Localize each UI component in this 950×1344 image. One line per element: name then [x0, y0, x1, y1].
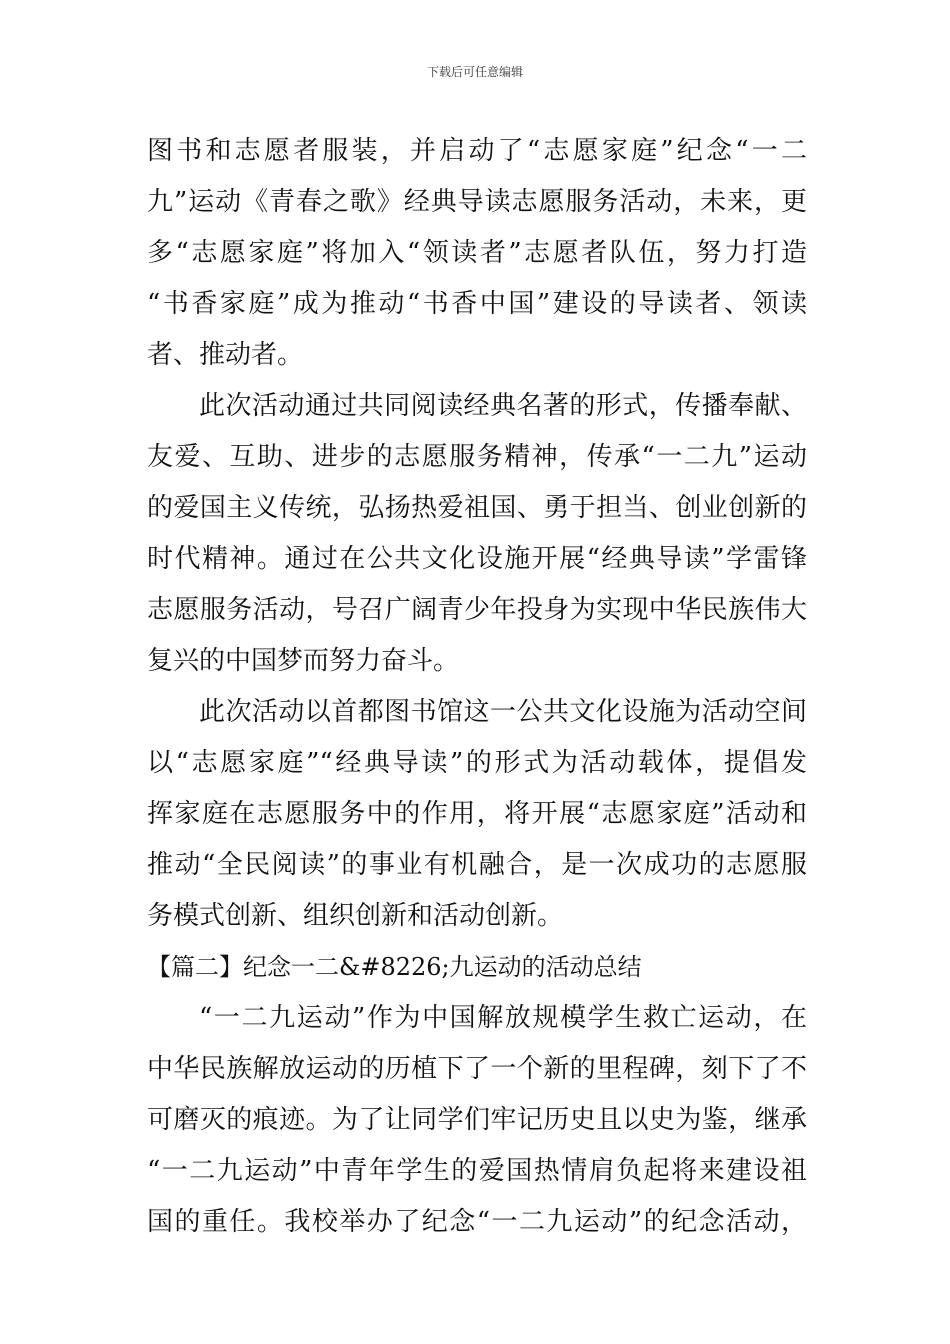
text-line: 务模式创新、组织创新和活动创新。	[147, 901, 564, 931]
text-line: 以“志愿家庭”“经典导读”的形式为活动载体，提倡发	[147, 748, 807, 778]
text-line: 者、推动者。	[147, 340, 304, 370]
text-line: 的爱国主义传统，弘扬热爱祖国、勇于担当、创业创新的	[147, 493, 807, 523]
text-line: 多“志愿家庭”将加入“领读者”志愿者队伍，努力打造	[147, 238, 807, 268]
document-body	[147, 126, 807, 1248]
text-line: 复兴的中国梦而努力奋斗。	[147, 646, 460, 676]
paragraph-first-line: 此次活动通过共同阅读经典名著的形式，传播奉献、	[199, 391, 807, 421]
text-line: 志愿服务活动，号召广阔青少年投身为实现中华民族伟大	[147, 595, 807, 625]
text-line: 友爱、互助、进步的志愿服务精神，传承“一二九”运动	[147, 442, 807, 472]
text-line: 图书和志愿者服装，并启动了“志愿家庭”纪念“一二	[147, 136, 807, 166]
text-line: “一二九运动”中青年学生的爱国热情肩负起将来建设祖	[147, 1156, 807, 1186]
text-line: 可磨灭的痕迹。为了让同学们牢记历史且以史为鉴，继承	[147, 1105, 807, 1135]
text-line: 时代精神。通过在公共文化设施开展“经典导读”学雷锋	[147, 544, 807, 574]
section-heading: 【篇二】纪念一二&#8226;九运动的活动总结	[147, 953, 642, 981]
paragraph-first-line: 此次活动以首都图书馆这一公共文化设施为活动空间	[199, 697, 807, 727]
paragraph-first-line: “一二九运动”作为中国解放规模学生救亡运动，在	[199, 1003, 807, 1033]
page-header: 下载后可任意编辑	[426, 65, 523, 79]
text-line: 推动“全民阅读”的事业有机融合，是一次成功的志愿服	[147, 850, 807, 880]
text-line: “书香家庭”成为推动“书香中国”建设的导读者、领读	[147, 289, 807, 319]
text-line: 中华民族解放运动的历植下了一个新的里程碑，刻下了不	[147, 1054, 807, 1084]
text-line: 九”运动《青春之歌》经典导读志愿服务活动，未来，更	[147, 187, 807, 217]
text-line: 国的重任。我校举办了纪念“一二九运动”的纪念活动，	[147, 1207, 807, 1237]
text-line: 挥家庭在志愿服务中的作用，将开展“志愿家庭”活动和	[147, 799, 807, 829]
